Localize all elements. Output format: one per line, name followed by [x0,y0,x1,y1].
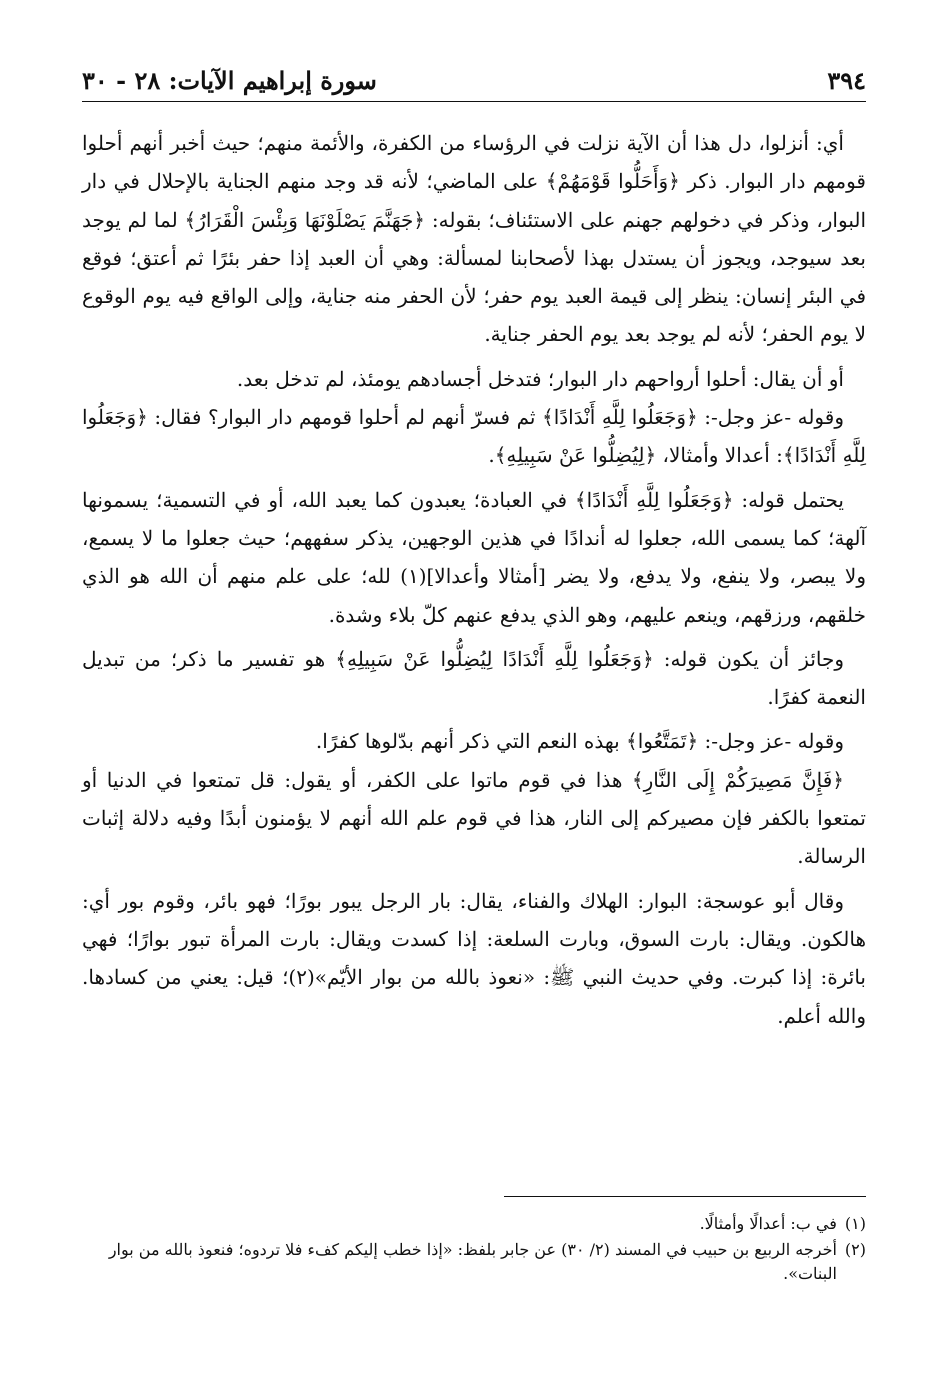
paragraph: وقوله -عز وجل-: ﴿تَمَتَّعُوا﴾ بهذه النعم التي ذكر أنهم بدّلوها كفرًا. [315,729,844,754]
paragraph: وجائز أن يكون قوله: ﴿وَجَعَلُوا لِلَّهِ أَنْدَادًا لِيُضِلُّوا عَنْ سَبِيلِهِ﴾ هو تفسير ما ذكر؛ من تبديل النعمة كفرًا. [82,646,866,710]
footnote-text: أخرجه الربيع بن حبيب في المسند (٢/ ٣٠) عن جابر بلفظ: «إذا خطب إليكم كفء فلا تردوه؛ فنعوذ بالله من بوار البنات». [108,1240,837,1283]
page-number: ٣٩٤ [827,66,866,95]
footnote-separator [504,1196,866,1197]
paragraph: ﴿فَإِنَّ مَصِيرَكُمْ إِلَى النَّارِ﴾ هذا في قوم ماتوا على الكفر، أو يقول: قل تمتعوا في الدنيا أو تمتعوا بالكفر فإن مصيركم إلى النار، هذا في قوم علم الله أنهم لا يؤمنون أبدًا وفيه دلالة إثبات الرسالة. [82,767,866,869]
paragraph: يحتمل قوله: ﴿وَجَعَلُوا لِلَّهِ أَنْدَادًا﴾ في العبادة؛ يعبدون كما يعبد الله، أو في التسمية؛ يسمونها آلهة؛ كما يسمى الله، جعلوا له أندادًا في هذين الوجهين، يذكر سفههم؛ حيث جعلوا ما لا يسمع، ولا يبصر، ولا ينفع، ولا يدفع، ولا يضر [أمثالا وأعدالا](١) لله؛ على علم منهم أن الله هو الذي خلقهم، ورزقهم، وينعم عليهم، وهو الذي يدفع عنهم كلّ بلاء وشدة. [82,487,866,627]
footnote [82,1238,866,1286]
footnote-number: (١) [844,1214,866,1233]
paragraph: أي: أنزلوا، دل هذا أن الآية نزلت في الرؤساء من الكفرة، والأئمة منهم؛ حيث أخبر أنهم أحلوا قومهم دار البوار. ذكر ﴿وَأَحَلُّوا قَوْمَهُمْ﴾ على الماضي؛ لأنه قد وجد منهم الجناية بالإحلال في دار البوار، وذكر في دخولهم جهنم على الاستئناف؛ بقوله: ﴿جَهَنَّمَ يَصْلَوْنَهَا وَبِئْسَ الْقَرَارُ﴾ لما لم يوجد بعد سيوجد، ويجوز أن يستدل بهذا لأصحابنا لمسألة: وهي أن العبد إذا حفر بئرًا ثم أعتق؛ فوقع في البئر إنسان: ينظر إلى قيمة العبد يوم حفر؛ لأن الحفر منه جناية، وإلى الواقع فيه يوم الوقوع لا يوم الحفر؛ لأنه لم يوجد بعد يوم الحفر جناية. [82,131,867,347]
main-text [82,124,866,1035]
footnotes [82,1212,866,1288]
paragraph: وقوله -عز وجل-: ﴿وَجَعَلُوا لِلَّهِ أَنْدَادًا﴾ ثم فسرّ أنهم لم أحلوا قومهم دار البوار؟ فقال: ﴿وَجَعَلُوا لِلَّهِ أَنْدَادًا﴾: أعدالا وأمثالا، ﴿لِيُضِلُّوا عَنْ سَبِيلِهِ﴾. [82,405,866,468]
footnote [82,1212,866,1236]
running-header [82,58,866,102]
paragraph: وقال أبو عوسجة: البوار: الهلاك والفناء، يقال: بار الرجل يبور بورًا؛ فهو بائر، وقوم بور أي: هالكون. ويقال: بارت السوق، وبارت السلعة: إذا كسدت ويقال: بارت المرأة تبور بوارًا؛ فهي بائرة: إذا كبرت. وفي حديث النبي ﷺ: «نعوذ بالله من بوار الأيّم»(٢)؛ قيل: يعني من كسادها. والله أعلم. [82,888,867,1028]
section-title: سورة إبراهيم الآيات: ٢٨ - ٣٠ [82,66,377,95]
paragraph: أو أن يقال: أحلوا أرواحهم دار البوار؛ فتدخل أجسادهم يومئذ، لم تدخل بعد. [236,366,844,391]
footnote-text: في ب: أعدالًا وأمثالًا. [699,1214,837,1233]
footnote-number: (٢) [844,1240,866,1259]
